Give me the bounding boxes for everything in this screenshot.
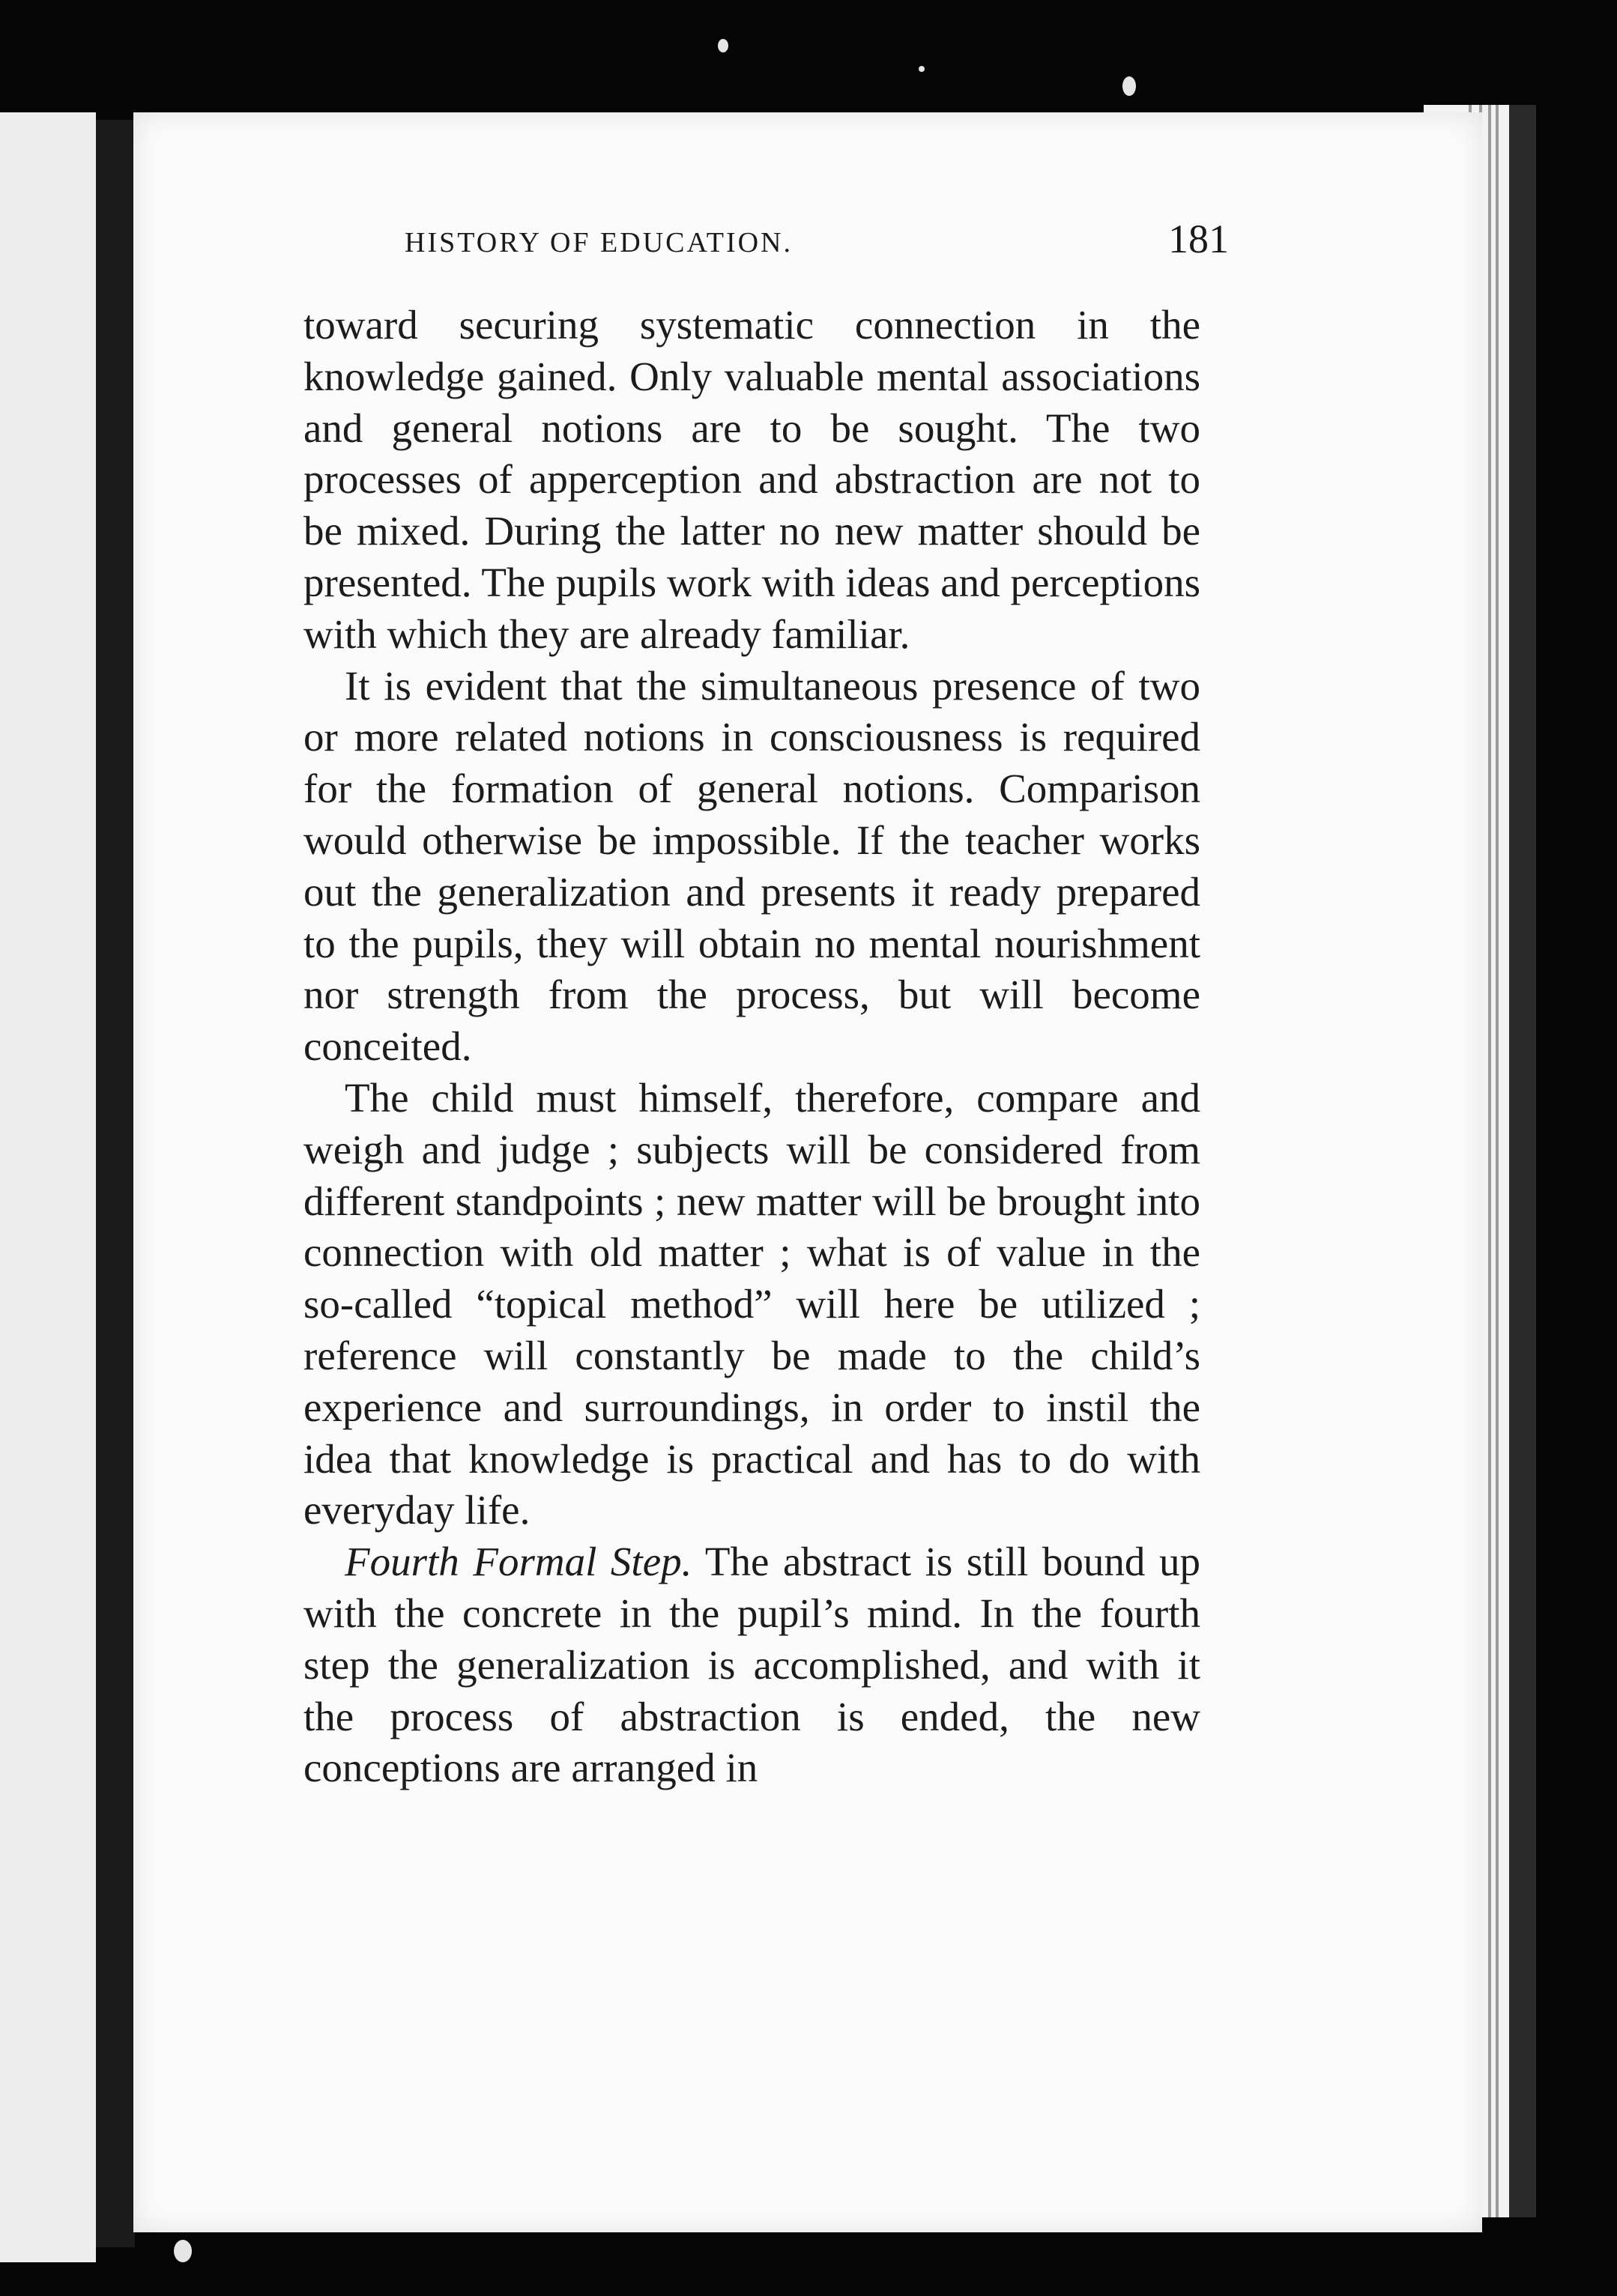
book-gutter	[96, 120, 135, 2247]
page-edge-line	[1496, 105, 1499, 2217]
paragraph-text: The abstract is still bound up with the concrete in the pupil’s mind. In the fourth step the generalization is accomplished, and with it the process of abstraction is ended, the new conceptions are arranged in	[303, 1539, 1200, 1791]
page-edge-shadow	[1509, 105, 1536, 2217]
scan-speck	[718, 39, 728, 52]
page-number: 181	[1168, 216, 1229, 261]
scan-speck	[174, 2240, 192, 2262]
paragraph: The child must himself, therefore, compare and weigh and judge ; subjects will be considered from different standpoints ; new matter will be brought into connection with old matter ; what is of value in the so-called “topical method” will here be utilized ; reference will constantly be made to the child’s experience and surroundings, in order to instil the idea that knowledge is practical and has to do with everyday life.	[303, 1074, 1200, 1533]
body-text	[303, 300, 1200, 1794]
paragraph: It is evident that the simultaneous presence of two or more related notions in consciousness is required for the formation of general notions. Comparison would otherwise be impossible. If the teacher works out the generalization and presents it ready prepared to the pupils, they will obtain no mental nourishment nor strength from the process, but will become conceited.	[303, 662, 1200, 1070]
scan-speck	[1122, 76, 1136, 96]
page-edge-line	[1488, 105, 1491, 2217]
section-lead: Fourth Formal Step.	[345, 1539, 692, 1585]
running-title: HISTORY OF EDUCATION.	[405, 227, 793, 258]
paragraph	[303, 1536, 1200, 1794]
scan-speck	[919, 66, 925, 72]
left-page-edge	[0, 112, 96, 2262]
running-head	[405, 210, 1229, 277]
paragraph: toward securing systematic connection in the knowledge gained. Only valuable mental associations and general notions are to be sought. The two processes of apperception and abstraction are not to be mixed. During the latter no new matter should be presented. The pupils work with ideas and perceptions with which they are already familiar.	[303, 302, 1200, 657]
